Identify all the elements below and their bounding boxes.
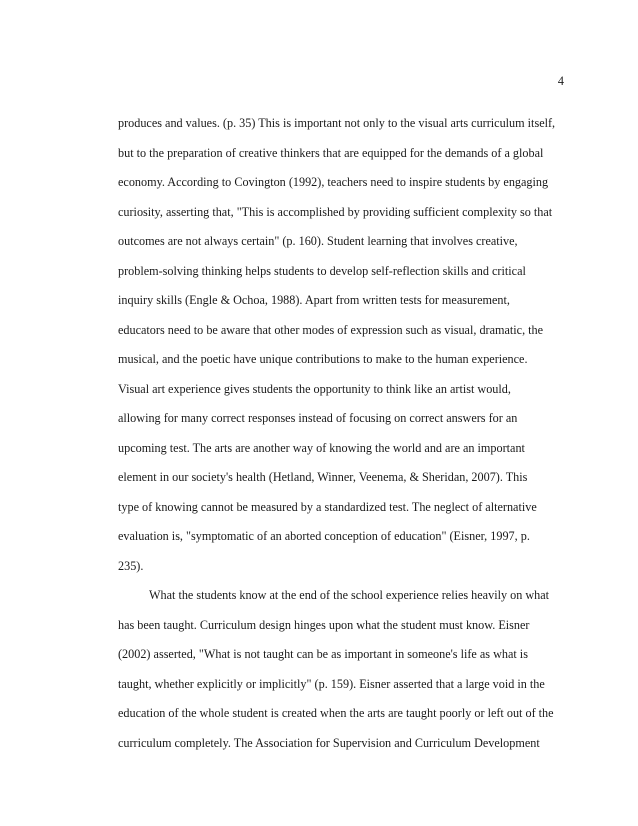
text-line: type of knowing cannot be measured by a standardized test. The neglect of alternative <box>118 499 537 514</box>
text-line: curiosity, asserting that, "This is accomplished by providing sufficient complexity so that <box>118 204 553 219</box>
text-line: educators need to be aware that other modes of expression such as visual, dramatic, the <box>118 322 544 337</box>
text-line: allowing for many correct responses instead of focusing on correct answers for an <box>118 411 518 425</box>
text-line: Visual art experience gives students the opportunity to think like an artist would, <box>118 381 511 396</box>
text-line: element in our society's health (Hetland, Winner, Veenema, & Sheridan, 2007). This <box>118 470 528 484</box>
text-line: What the students know at the end of the school experience relies heavily on what <box>149 588 550 602</box>
text-line: inquiry skills (Engle & Ochoa, 1988). Apart from written tests for measurement, <box>118 293 510 307</box>
text-line: has been taught. Curriculum design hinges upon what the student must know. Eisner <box>118 617 530 632</box>
text-line: produces and values. (p. 35) This is important not only to the visual arts curriculum itself, <box>118 116 556 130</box>
text-line: 235). <box>118 558 144 573</box>
paragraph-2 <box>118 581 568 758</box>
text-line: curriculum completely. The Association for Supervision and Curriculum Development <box>118 735 540 750</box>
page-number: 4 <box>557 74 564 88</box>
text-line: outcomes are not always certain" (p. 160). Student learning that involves creative, <box>118 234 518 248</box>
paragraph-1 <box>118 109 568 581</box>
text-line: (2002) asserted, "What is not taught can be as important in someone's life as what is <box>118 647 528 661</box>
text-line: economy. According to Covington (1992), teachers need to inspire students by engaging <box>118 175 549 189</box>
text-line: musical, and the poetic have unique contributions to make to the human experience. <box>118 352 528 366</box>
text-line: problem-solving thinking helps students to develop self-reflection skills and critical <box>118 263 526 278</box>
text-line: evaluation is, "symptomatic of an aborted conception of education" (Eisner, 1997, p. <box>118 529 530 543</box>
text-line: upcoming test. The arts are another way of knowing the world and are an important <box>118 440 525 455</box>
text-line: but to the preparation of creative thinkers that are equipped for the demands of a global <box>118 145 544 160</box>
text-line: education of the whole student is created when the arts are taught poorly or left out of the <box>118 706 554 720</box>
body-text <box>118 109 568 758</box>
text-line: taught, whether explicitly or implicitly" (p. 159). Eisner asserted that a large void in the <box>118 676 545 691</box>
